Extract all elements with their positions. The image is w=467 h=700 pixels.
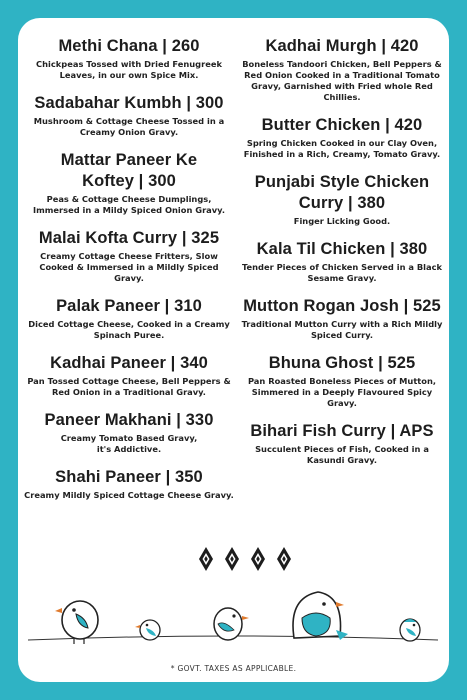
menu-item [237, 296, 447, 341]
item-description: Mushroom & Cottage Cheese Tossed in a Creamy Onion Gravy. [33, 116, 225, 137]
diamond-icon [198, 546, 214, 572]
item-title: Paneer Makhani | 330 [44, 411, 214, 429]
menu-item [24, 353, 234, 398]
item-description: Traditional Mutton Curry with a Rich Mildly Spiced Curry. [241, 319, 443, 340]
item-description: Creamy Cottage Cheese Fritters, Slow Cooked & Immersed in a Mildly Spiced Gravy. [39, 251, 219, 283]
menu-item [237, 36, 447, 103]
item-description: Tender Pieces of Chicken Served in a Black Sesame Gravy. [241, 262, 443, 283]
diamond-divider [198, 546, 292, 572]
menu-item [237, 353, 447, 409]
menu-item [237, 172, 447, 227]
birds-illustration [18, 578, 449, 648]
menu-item [24, 467, 234, 501]
item-description: Creamy Mildly Spiced Cottage Cheese Gravy. [24, 490, 234, 500]
menu-item [237, 421, 447, 466]
bird-icon [293, 592, 348, 640]
item-title: Bhuna Ghost | 525 [268, 354, 416, 372]
menu-item [24, 410, 234, 455]
bird-icon [214, 608, 249, 640]
bird-icon [400, 619, 420, 641]
item-description: Diced Cottage Cheese, Cooked in a Creamy Spinach Puree. [28, 319, 230, 340]
item-description: Chickpeas Tossed with Dried Fenugreek Leaves, in our own Spice Mix. [36, 59, 222, 80]
item-title: Mutton Rogan Josh | 525 [243, 297, 441, 315]
item-title: Kala Til Chicken | 380 [256, 240, 428, 258]
item-title: Shahi Paneer | 350 [55, 468, 203, 486]
item-title: Methi Chana | 260 [58, 37, 200, 55]
item-description: Pan Tossed Cottage Cheese, Bell Peppers & Red Onion in a Traditional Gravy. [27, 376, 231, 397]
item-title: Butter Chicken | 420 [261, 116, 423, 134]
menu-item [237, 239, 447, 284]
item-description: Creamy Tomato Based Gravy, it's Addictive. [60, 433, 198, 454]
diamond-icon [250, 546, 266, 572]
item-description: Spring Chicken Cooked in our Clay Oven, Finished in a Rich, Creamy, Tomato Gravy. [243, 138, 441, 159]
item-title: Mattar Paneer Ke Koftey | 300 [60, 151, 198, 190]
menu-item [24, 296, 234, 341]
item-title: Sadabahar Kumbh | 300 [34, 94, 224, 112]
menu-item [24, 150, 234, 216]
item-title: Kadhai Paneer | 340 [50, 354, 208, 372]
item-description: Boneless Tandoori Chicken, Bell Peppers & Red Onion Cooked in a Traditional Tomato Gravy, Garnished with Fried whole Red Chillies. [242, 59, 442, 102]
item-description: Succulent Pieces of Fish, Cooked in a Kasundi Gravy. [255, 444, 429, 465]
menu-item [24, 93, 234, 138]
item-title: Malai Kofta Curry | 325 [38, 229, 220, 247]
diamond-icon [276, 546, 292, 572]
item-description: Pan Roasted Boneless Pieces of Mutton, Simmered in a Deeply Flavoured Spicy Gravy. [247, 376, 437, 408]
menu-item [24, 36, 234, 81]
item-title: Kadhai Murgh | 420 [265, 37, 419, 55]
item-description: Finger Licking Good. [293, 216, 391, 226]
diamond-icon [224, 546, 240, 572]
item-title: Punjabi Style Chicken Curry | 380 [254, 173, 430, 212]
left-column [24, 36, 234, 513]
item-description: Peas & Cottage Cheese Dumplings, Immersed in a Mildy Spiced Onion Gravy. [33, 194, 225, 215]
right-column [237, 36, 447, 478]
item-title: Bihari Fish Curry | APS [250, 422, 434, 440]
menu-card [18, 18, 449, 682]
menu-item [24, 228, 234, 284]
tax-note: * GOVT. TAXES AS APPLICABLE. [170, 664, 297, 673]
item-title: Palak Paneer | 310 [56, 297, 202, 315]
menu-item [237, 115, 447, 160]
